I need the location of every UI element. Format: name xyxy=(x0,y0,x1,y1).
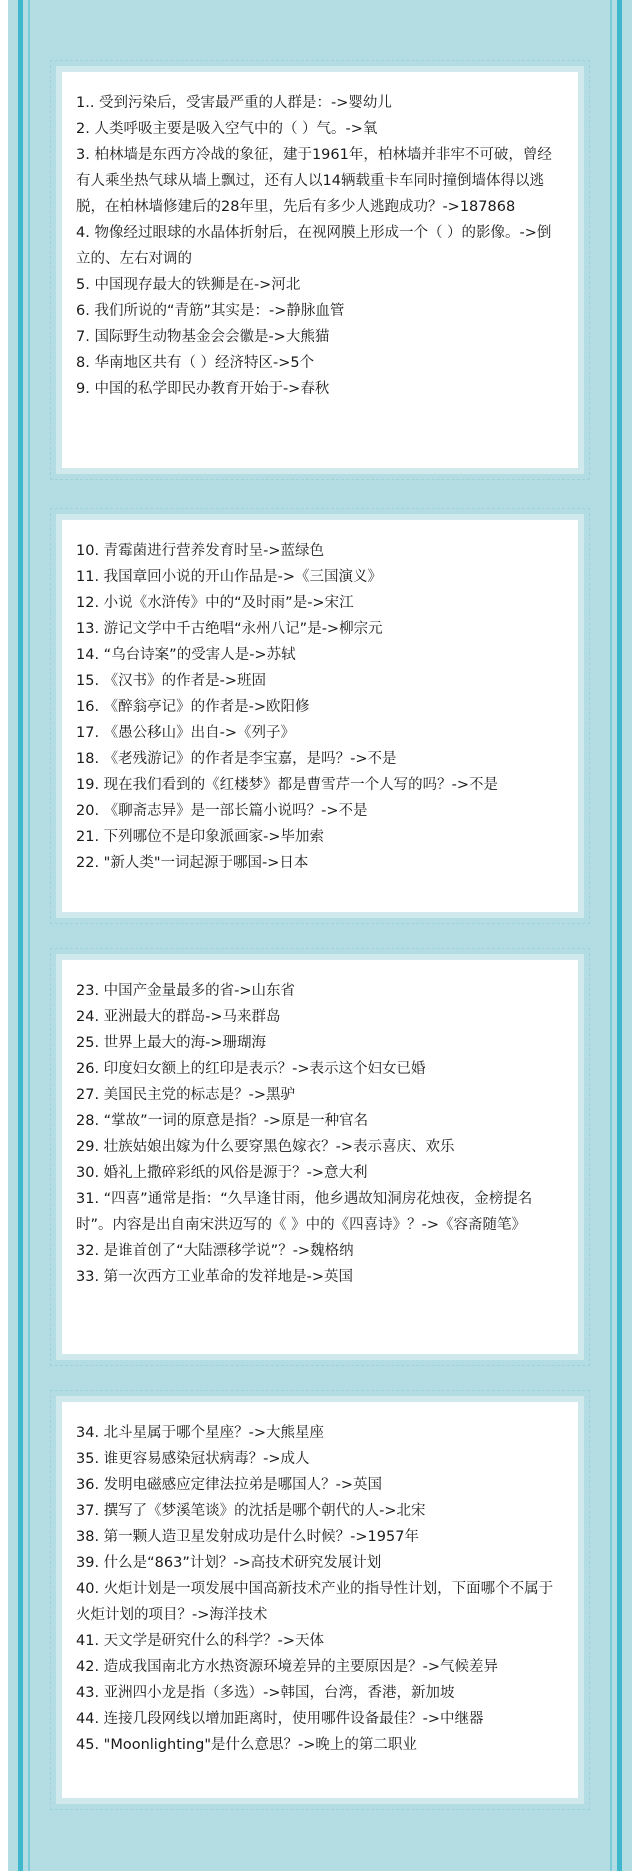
question-item: 17. 《愚公移山》出自->《列子》 xyxy=(76,725,296,741)
quiz-card-4 xyxy=(62,1402,578,1798)
question-item: 21. 下列哪位不是印象派画家->毕加索 xyxy=(76,829,325,845)
quiz-card-3 xyxy=(62,960,578,1354)
question-item: 44. 连接几段网线以增加距离时，使用哪件设备最佳？->中继器 xyxy=(76,1711,484,1727)
question-item: 3. 柏林墙是东西方冷战的象征，建于1961年，柏林墙并非牢不可破，曾经有人乘坐热气球从墙上飘过，还有人以14辆载重卡车同时撞倒墙体得以逃脱，在柏林墙修建后的28年里，先后有多少人逃跑成功？->187868 xyxy=(76,147,552,215)
question-item: 36. 发明电磁感应定律法拉弟是哪国人？->英国 xyxy=(76,1477,383,1493)
question-item: 1.. 受到污染后，受害最严重的人群是：->婴幼儿 xyxy=(76,95,392,111)
question-item: 18. 《老残游记》的作者是李宝嘉，是吗？->不是 xyxy=(76,751,397,767)
question-item: 11. 我国章回小说的开山作品是->《三国演义》 xyxy=(76,569,383,585)
question-item: 8. 华南地区共有（ ）经济特区->5个 xyxy=(76,355,315,371)
question-item: 23. 中国产金量最多的省->山东省 xyxy=(76,983,296,999)
question-item: 25. 世界上最大的海->珊瑚海 xyxy=(76,1035,267,1051)
right-border-stripe xyxy=(617,0,622,1871)
question-item: 35. 谁更容易感染冠状病毒？->成人 xyxy=(76,1451,310,1467)
question-item: 33. 第一次西方工业革命的发祥地是->英国 xyxy=(76,1269,354,1285)
question-item: 24. 亚洲最大的群岛->马来群岛 xyxy=(76,1009,281,1025)
left-border-thin-stripe xyxy=(28,0,30,1871)
question-item: 43. 亚洲四小龙是指（多选）->韩国，台湾，香港，新加坡 xyxy=(76,1685,455,1701)
question-item: 7. 国际野生动物基金会会徽是->大熊猫 xyxy=(76,329,330,345)
question-item: 38. 第一颗人造卫星发射成功是什么时候？->1957年 xyxy=(76,1529,419,1545)
question-item: 14. “乌台诗案”的受害人是->苏轼 xyxy=(76,647,296,663)
question-item: 29. 壮族姑娘出嫁为什么要穿黑色嫁衣？->表示喜庆、欢乐 xyxy=(76,1139,455,1155)
question-item: 6. 我们所说的“青筋”其实是：->静脉血管 xyxy=(76,303,345,319)
question-item: 39. 什么是“863”计划？->高技术研究发展计划 xyxy=(76,1555,382,1571)
question-item: 32. 是谁首创了“大陆漂移学说”？->魏格纳 xyxy=(76,1243,354,1259)
question-item: 40. 火炬计划是一项发展中国高新技术产业的指导性计划，下面哪个不属于火炬计划的项目？->海洋技术 xyxy=(76,1581,554,1623)
question-item: 42. 造成我国南北方水热资源环境差异的主要原因是？->气候差异 xyxy=(76,1659,499,1675)
question-item: 26. 印度妇女额上的红印是表示？->表示这个妇女已婚 xyxy=(76,1061,426,1077)
question-item: 28. “掌故”一词的原意是指？->原是一种官名 xyxy=(76,1113,369,1129)
quiz-card-2 xyxy=(62,520,578,912)
question-item: 12. 小说《水浒传》中的“及时雨”是->宋江 xyxy=(76,595,354,611)
question-item: 15. 《汉书》的作者是->班固 xyxy=(76,673,267,689)
question-item: 2. 人类呼吸主要是吸入空气中的（ ）气。->氧 xyxy=(76,121,378,137)
question-item: 31. “四喜”通常是指：“久旱逢甘雨，他乡遇故知洞房花烛夜，金榜提名时”。内容是出自南宋洪迈写的《 》中的《四喜诗》？->《容斋随笔》 xyxy=(76,1191,533,1233)
question-item: 9. 中国的私学即民办教育开始于->春秋 xyxy=(76,381,330,397)
question-item: 22. "新人类"一词起源于哪国->日本 xyxy=(76,855,309,871)
question-item: 30. 婚礼上撒碎彩纸的风俗是源于？->意大利 xyxy=(76,1165,368,1181)
left-border-stripe xyxy=(18,0,23,1871)
question-item: 41. 天文学是研究什么的科学？->天体 xyxy=(76,1633,325,1649)
question-item: 5. 中国现存最大的铁狮是在->河北 xyxy=(76,277,301,293)
question-item: 16. 《醉翁亭记》的作者是->欧阳修 xyxy=(76,699,310,715)
question-item: 10. 青霉菌进行营养发育时呈->蓝绿色 xyxy=(76,543,325,559)
question-item: 20. 《聊斋志异》是一部长篇小说吗？->不是 xyxy=(76,803,368,819)
question-item: 34. 北斗星属于哪个星座？->大熊星座 xyxy=(76,1425,325,1441)
right-border-thin-stripe xyxy=(610,0,612,1871)
quiz-card-1 xyxy=(62,72,578,468)
question-item: 4. 物像经过眼球的水晶体折射后，在视网膜上形成一个（ ）的影像。->倒立的、左右对调的 xyxy=(76,225,552,267)
question-item: 19. 现在我们看到的《红楼梦》都是曹雪芹一个人写的吗？->不是 xyxy=(76,777,499,793)
question-item: 37. 撰写了《梦溪笔谈》的沈括是哪个朝代的人->北宋 xyxy=(76,1503,426,1519)
question-item: 13. 游记文学中千古绝唱“永州八记”是->柳宗元 xyxy=(76,621,383,637)
question-item: 45. "Moonlighting"是什么意思？->晚上的第二职业 xyxy=(76,1737,417,1753)
question-item: 27. 美国民主党的标志是？->黑驴 xyxy=(76,1087,296,1103)
